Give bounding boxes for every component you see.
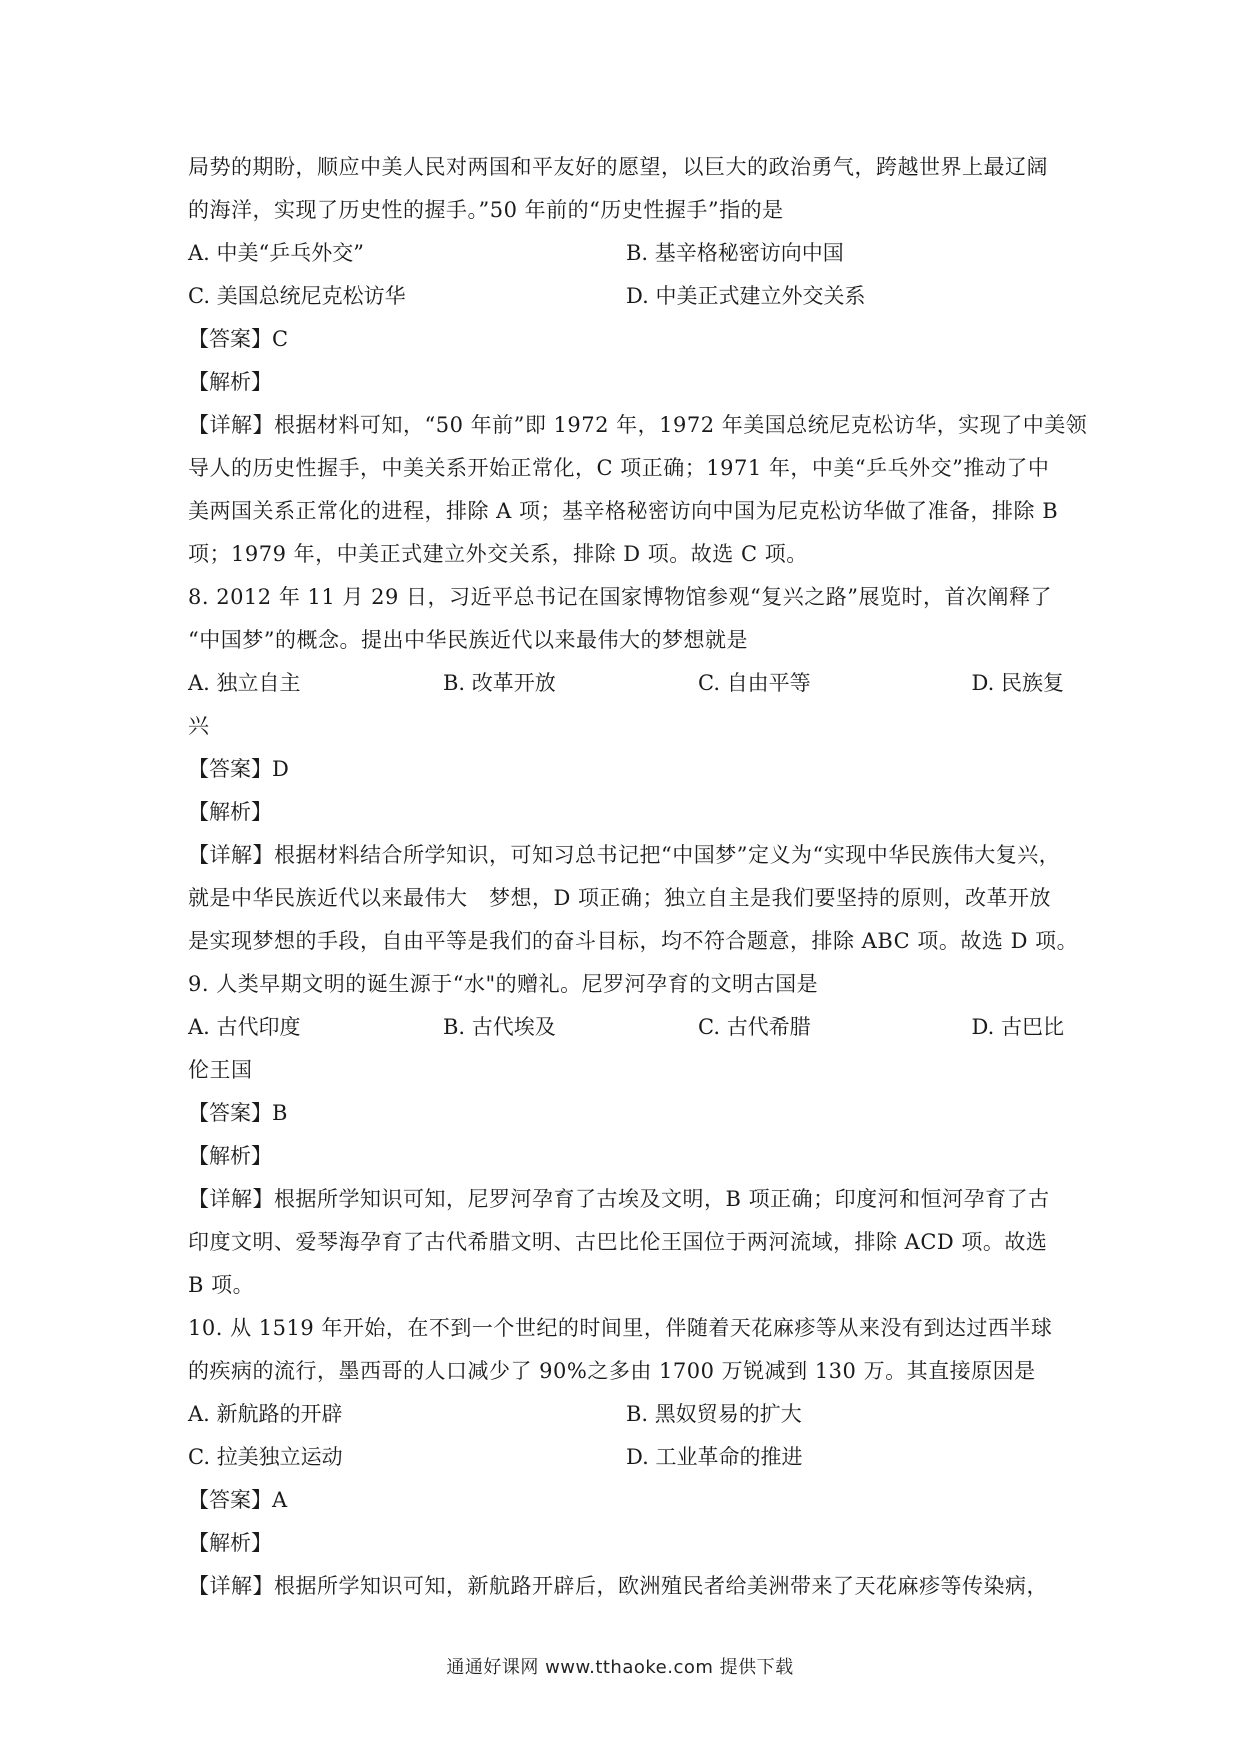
q8-option-b [443, 662, 698, 705]
option-label: C. [698, 1015, 720, 1039]
q9-option-b [443, 1006, 698, 1049]
q8-stem-line-2: “中国梦”的概念。提出中华民族近代以来最伟大的梦想就是 [188, 628, 748, 652]
option-label: B. [443, 671, 466, 695]
q10-answer [188, 1479, 1064, 1522]
option-text: 新航路的开辟 [216, 1402, 343, 1426]
q9-options [188, 1006, 1064, 1049]
option-text: 古代希腊 [726, 1015, 811, 1039]
option-text: 自由平等 [726, 671, 811, 695]
q10-option-b [626, 1393, 1064, 1436]
detail-text: 根据材料可知，“50 年前”即 1972 年，1972 年美国总统尼克松访华，实现了中美领 [274, 413, 1088, 437]
option-label: A. [188, 671, 210, 695]
option-text: 黑奴贸易的扩大 [654, 1402, 802, 1426]
detail-tag: 【详解】 [188, 1574, 274, 1598]
q9-detail-line-2: 印度文明、爱琴海孕育了古代希腊文明、古巴比伦王国位于两河流域，排除 ACD 项。故选 [188, 1230, 1048, 1254]
q10-options-row-1 [188, 1393, 1064, 1436]
q7-options-row-1 [188, 232, 1064, 275]
page-footer: 通通好课网 www.tthaoke.com 提供下载 [446, 1657, 794, 1678]
answer-value: B [272, 1101, 288, 1125]
q10-options-row-2 [188, 1436, 1064, 1479]
q10-analysis-heading: 【解析】 [188, 1531, 272, 1555]
q8-answer [188, 748, 1064, 791]
q8-option-d [953, 662, 1064, 705]
q10-option-d [626, 1436, 1064, 1479]
detail-tag: 【详解】 [188, 843, 274, 867]
q7-option-b [626, 232, 1064, 275]
option-label: A. [188, 1402, 210, 1426]
option-text: 基辛格秘密访向中国 [654, 241, 844, 265]
option-label: B. [626, 1402, 649, 1426]
q9-detail-line-1 [188, 1178, 1064, 1221]
q8-detail-line-1 [188, 834, 1064, 877]
answer-value: D [272, 757, 289, 781]
q8-option-a [188, 662, 443, 705]
q7-option-c [188, 275, 626, 318]
q8-detail-line-3: 是实现梦想的手段，自由平等是我们的奋斗目标，均不符合题意，排除 ABC 项。故选 D 项。 [188, 929, 1079, 953]
option-label: C. [188, 1445, 210, 1469]
option-text: 古代埃及 [471, 1015, 556, 1039]
q9-detail-line-3: B 项。 [188, 1273, 255, 1297]
q7-analysis-heading: 【解析】 [188, 370, 272, 394]
q7-option-d [626, 275, 1064, 318]
option-text: 改革开放 [471, 671, 556, 695]
option-text: 中美“乒乓外交” [216, 241, 365, 265]
q10-stem-line-1: 10. 从 1519 年开始，在不到一个世纪的时间里，伴随着天花麻疹等从来没有到达过西半球 [188, 1316, 1053, 1340]
detail-text: 根据所学知识可知，尼罗河孕育了古埃及文明，B 项正确；印度河和恒河孕育了古 [274, 1187, 1050, 1211]
option-text: 拉美独立运动 [216, 1445, 343, 1469]
option-label: D. [971, 1015, 995, 1039]
answer-tag: 【答案】 [188, 327, 272, 351]
option-label: B. [626, 241, 649, 265]
document-page [188, 146, 1088, 1608]
option-label: A. [188, 241, 210, 265]
option-text: 古代印度 [216, 1015, 301, 1039]
q8-stem-line-1: 8. 2012 年 11 月 29 日，习近平总书记在国家博物馆参观“复兴之路”展览时，首次阐释了 [188, 585, 1052, 609]
q7-option-a [188, 232, 626, 275]
q7-stem-line-1: 局势的期盼，顺应中美人民对两国和平友好的愿望，以巨大的政治勇气，跨越世界上最辽阔 [188, 155, 1048, 179]
q7-detail-line-4: 项；1979 年，中美正式建立外交关系，排除 D 项。故选 C 项。 [188, 542, 808, 566]
q7-options-row-2 [188, 275, 1064, 318]
answer-tag: 【答案】 [188, 757, 272, 781]
option-text: 古巴比 [1001, 1015, 1064, 1039]
q9-analysis-heading: 【解析】 [188, 1144, 272, 1168]
option-label: C. [698, 671, 720, 695]
q10-option-a [188, 1393, 626, 1436]
q7-detail-line-2: 导人的历史性握手，中美关系开始正常化，C 项正确；1971 年，中美“乒乓外交”推动了中 [188, 456, 1050, 480]
q10-option-c [188, 1436, 626, 1479]
option-text: 工业革命的推进 [655, 1445, 803, 1469]
detail-tag: 【详解】 [188, 1187, 274, 1211]
answer-tag: 【答案】 [188, 1101, 272, 1125]
q8-analysis-heading: 【解析】 [188, 800, 272, 824]
q9-answer [188, 1092, 1064, 1135]
option-label: C. [188, 284, 210, 308]
q9-stem-line-1: 9. 人类早期文明的诞生源于“水"的赠礼。尼罗河孕育的文明古国是 [188, 972, 819, 996]
q7-detail-line-3: 美两国关系正常化的进程，排除 A 项；基辛格秘密访向中国为尼克松访华做了准备，排除 B [188, 499, 1059, 523]
answer-value: C [272, 327, 289, 351]
detail-text: 根据材料结合所学知识，可知习总书记把“中国梦”定义为“实现中华民族伟大复兴， [274, 843, 1061, 867]
detail-tag: 【详解】 [188, 413, 274, 437]
option-label: B. [443, 1015, 466, 1039]
detail-text: 根据所学知识可知，新航路开辟后，欧洲殖民者给美洲带来了天花麻疹等传染病， [274, 1574, 1048, 1598]
answer-tag: 【答案】 [188, 1488, 272, 1512]
q9-option-a [188, 1006, 443, 1049]
option-label: D. [626, 284, 649, 308]
option-label: D. [626, 1445, 649, 1469]
q10-detail-line-1 [188, 1565, 1064, 1608]
q9-option-d [953, 1006, 1064, 1049]
option-text: 民族复 [1001, 671, 1064, 695]
q8-option-overflow: 兴 [188, 714, 210, 738]
q7-answer [188, 318, 1064, 361]
option-text: 美国总统尼克松访华 [216, 284, 406, 308]
q9-option-overflow: 伦王国 [188, 1058, 253, 1082]
q10-stem-line-2: 的疾病的流行，墨西哥的人口减少了 90%之多由 1700 万锐减到 130 万。其直接原因是 [188, 1359, 1036, 1383]
q7-stem-line-2: 的海洋，实现了历史性的握手。”50 年前的“历史性握手”指的是 [188, 198, 784, 222]
q8-option-c [698, 662, 953, 705]
answer-value: A [272, 1488, 288, 1512]
option-text: 中美正式建立外交关系 [655, 284, 866, 308]
q7-detail-line-1 [188, 404, 1088, 447]
q8-options [188, 662, 1064, 705]
option-label: D. [971, 671, 995, 695]
option-label: A. [188, 1015, 210, 1039]
q9-option-c [698, 1006, 953, 1049]
option-text: 独立自主 [216, 671, 301, 695]
q8-detail-line-2: 就是中华民族近代以来最伟大 梦想，D 项正确；独立自主是我们要坚持的原则，改革开放 [188, 886, 1052, 910]
